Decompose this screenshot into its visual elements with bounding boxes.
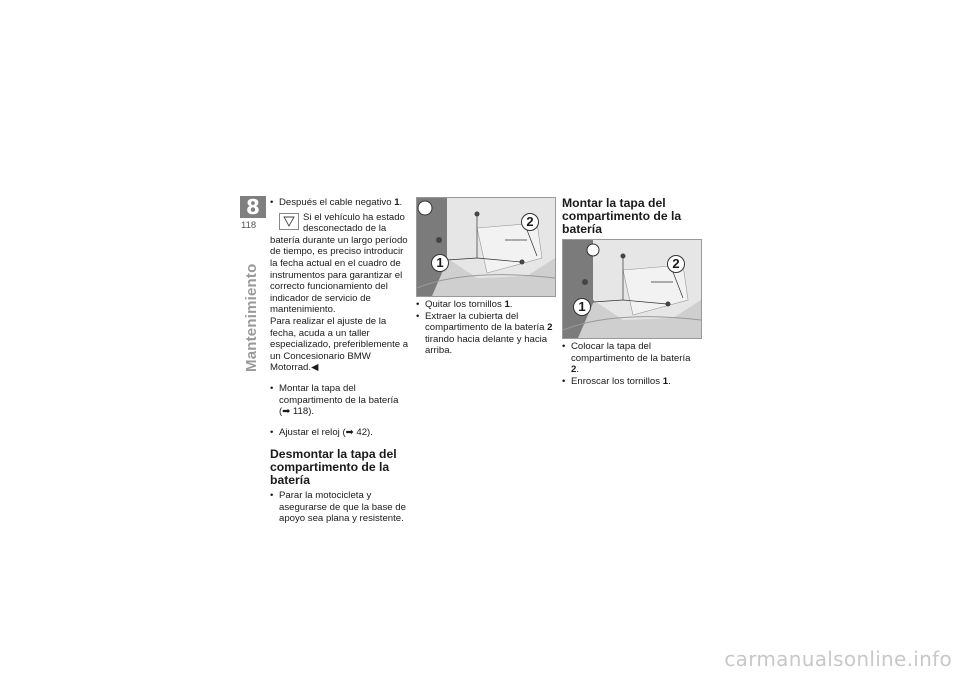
photo-label-2: 2 (521, 213, 539, 231)
watermark: carmanualsonline.info (724, 647, 952, 671)
page-number: 118 (241, 220, 257, 231)
photo-label-2: 2 (667, 255, 685, 273)
page-reference-link[interactable]: 42 (356, 426, 368, 438)
section-heading: Desmontar la tapa del compartimento de la batería (270, 447, 397, 488)
list-item: • Después el cable negativo 1. (270, 197, 410, 209)
list-item: • Colocar la tapa del compartimento de la batería 2. (562, 341, 700, 376)
chapter-number: 8 (240, 196, 266, 218)
note-end-mark: ◀ (311, 362, 319, 374)
list-item: • Montar la tapa del compartimento de la batería (➡ 118). (270, 383, 410, 418)
photo-label-1: 1 (573, 298, 591, 316)
battery-cover-photo (416, 197, 556, 297)
list-item: • Parar la motocicleta y asegurarse de que la base de apoyo sea plana y resistente. (270, 490, 410, 525)
note-text: Si el vehículo ha estado desconectado de la batería durante un largo período de tiempo, es preciso introducir la fecha actual en el cuadro de instrumentos para garantizar el correcto funcionamiento del indicador de servicio de mantenimiento. (270, 211, 408, 316)
page-reference-link[interactable]: 118 (292, 406, 309, 418)
battery-cover-photo (562, 239, 702, 339)
column-3 (562, 197, 700, 387)
arrow-right-icon: ➡ (282, 406, 293, 418)
warning-triangle-icon (279, 213, 299, 230)
list-item: • Extraer la cubierta del compartimento de la batería 2 tirando hacia delante y hacia arriba. (416, 311, 554, 357)
list-item: • Quitar los tornillos 1. (416, 299, 554, 311)
column-2 (416, 197, 554, 357)
list-item: • Ajustar el reloj (➡ 42). (270, 427, 410, 439)
photo-label-1: 1 (431, 254, 449, 272)
list-item: • Enroscar los tornillos 1. (562, 376, 700, 388)
chapter-sidebar (240, 196, 266, 231)
note-block (270, 212, 410, 374)
column-1 (270, 197, 410, 525)
arrow-right-icon: ➡ (345, 426, 357, 438)
note-text-2: Para realizar el ajuste de la fecha, acuda a un taller especializado, preferiblemente a un Concesionario BMW Motorrad. (270, 315, 409, 374)
section-heading: Montar la tapa del compartimento de la batería (562, 196, 682, 236)
chapter-title: Mantenimiento (243, 263, 260, 372)
